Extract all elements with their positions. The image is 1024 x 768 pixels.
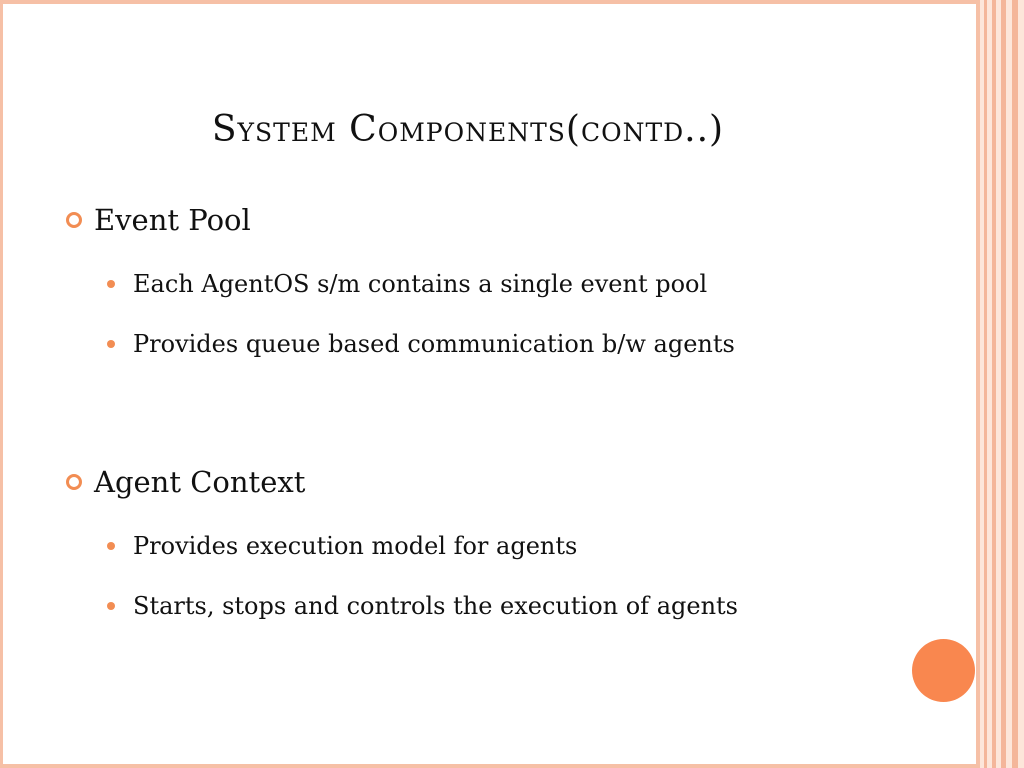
list-item-text: Starts, stops and controls the execution of agents xyxy=(133,592,738,620)
list-item xyxy=(107,529,577,563)
list-item xyxy=(107,327,735,361)
dot-bullet-icon xyxy=(107,542,115,550)
list-item-text: Each AgentOS s/m contains a single event pool xyxy=(133,270,708,298)
decorative-circle xyxy=(912,639,975,702)
section-heading: Agent Context xyxy=(94,465,306,499)
list-item xyxy=(107,267,707,301)
decorative-stripe xyxy=(992,0,996,768)
ring-bullet-icon xyxy=(66,474,82,490)
decorative-stripe xyxy=(1001,0,1006,768)
slide-border-top xyxy=(0,0,980,4)
bullet-agent-context xyxy=(66,462,305,502)
dot-bullet-icon xyxy=(107,280,115,288)
slide-border-bottom xyxy=(0,764,980,768)
list-item-text: Provides execution model for agents xyxy=(133,532,578,560)
dot-bullet-icon xyxy=(107,602,115,610)
decorative-stripe xyxy=(984,0,987,768)
ring-bullet-icon xyxy=(66,212,82,228)
list-item-text: Provides queue based communication b/w agents xyxy=(133,330,735,358)
section-heading: Event Pool xyxy=(94,203,251,237)
bullet-event-pool xyxy=(66,200,251,240)
dot-bullet-icon xyxy=(107,340,115,348)
list-item xyxy=(107,589,738,623)
decorative-stripe xyxy=(1012,0,1018,768)
slide-title: System Components(contd..) xyxy=(211,109,725,150)
